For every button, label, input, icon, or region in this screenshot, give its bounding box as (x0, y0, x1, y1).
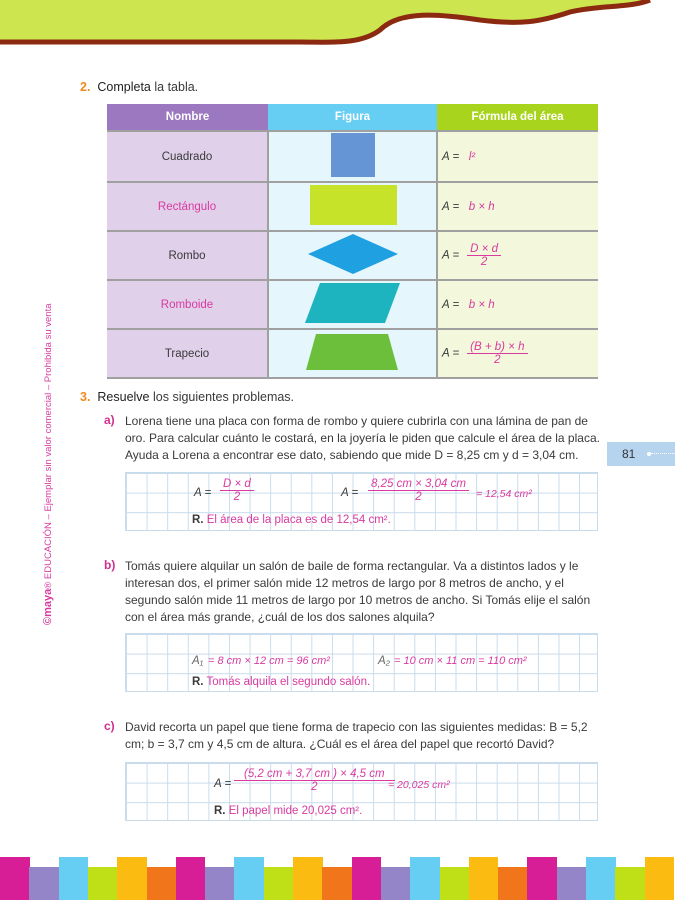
answer-grid-a (125, 472, 598, 531)
exercise-2-heading: 2. Completa la tabla. (80, 80, 199, 94)
numerator: D × d (220, 478, 254, 491)
area-2-expression: = 10 cm × 11 cm = 110 cm² (394, 655, 527, 667)
formula-label: A = (442, 200, 460, 213)
footer-stripe (205, 867, 235, 900)
table-row (107, 182, 598, 231)
shape-name: Rectángulo (107, 182, 268, 231)
denominator: 2 (480, 256, 488, 268)
page-number: 81 (622, 447, 636, 461)
problem-b-text: Tomás quiere alquilar un salón de baile de forma rectangular. Va a distintos lados y le interesan dos, el primer salón mide 12 metros de largo por 8 metros de ancho, y el segundo salón mide 11 metros de largo por 10 metros de ancho. Si Tomás elije el salón con el área más grande, ¿cuál de los dos salones alquila? (125, 559, 591, 624)
footer-stripe (234, 857, 264, 900)
footer-stripe (147, 867, 177, 900)
formula: b × h (468, 200, 495, 213)
area-1-expression: = 8 cm × 12 cm = 96 cm² (208, 655, 330, 667)
footer-stripe (645, 857, 675, 900)
denominator: 2 (415, 491, 422, 503)
footer-stripe (0, 857, 30, 900)
shape-name: Romboide (107, 280, 268, 329)
footer-stripe (176, 857, 206, 900)
denominator: 2 (494, 354, 501, 366)
maya-logo: ©maya (42, 588, 54, 625)
footer-stripe (527, 857, 557, 900)
rhombus-shape (308, 233, 398, 275)
copyright-side-text (42, 304, 54, 626)
table-row (107, 131, 598, 182)
footer-stripe (88, 867, 118, 900)
answer-prefix: R. (192, 676, 204, 688)
answer-text: El área de la placa es de 12,54 cm². (206, 514, 391, 526)
footer-stripe (322, 867, 352, 900)
dotted-line (651, 453, 675, 454)
result: = 20,025 cm² (388, 779, 450, 791)
area-table (107, 104, 598, 379)
footer-stripe (59, 857, 89, 900)
formula-label: A = (214, 778, 232, 790)
footer-stripe (293, 857, 323, 900)
header-figura: Figura (268, 104, 437, 131)
footer-stripe (440, 867, 470, 900)
header-formula: Fórmula del área (437, 104, 598, 131)
footer-stripe (586, 857, 616, 900)
numerator: (B + b) × h (467, 341, 527, 354)
area-1-label: A₁ (192, 655, 204, 667)
footer-stripe (557, 867, 587, 900)
rectangle-shape (308, 184, 398, 226)
problem-c-text: David recorta un papel que tiene forma de trapecio con las siguientes medidas: B = 5,2 cm; b = 3,7 cm y 4,5 cm de altura. ¿Cuál es el área del papel que recortó David? (125, 720, 588, 751)
denominator: 2 (311, 781, 318, 793)
formula: l² (468, 150, 476, 163)
formula-label: A = (442, 298, 460, 311)
table-row (107, 329, 598, 378)
formula: b × h (468, 298, 495, 311)
result: = 12,54 cm² (476, 488, 532, 500)
formula-label: A = (194, 487, 212, 499)
trapezoid-shape (306, 333, 400, 371)
footer-stripe (117, 857, 147, 900)
formula-label: A = (341, 487, 359, 499)
formula-label: A = (442, 150, 460, 163)
header-wave (0, 0, 675, 50)
answer-grid-b (125, 633, 598, 692)
answer-prefix: R. (192, 514, 204, 526)
answer-grid-c (125, 762, 598, 821)
footer-stripe (352, 857, 382, 900)
shape-name: Cuadrado (107, 131, 268, 182)
parallelogram-shape (305, 282, 401, 324)
numerator: 8,25 cm × 3,04 cm (368, 478, 469, 491)
answer-text: El papel mide 20,025 cm². (228, 805, 363, 817)
square-shape (323, 132, 383, 178)
footer-stripe (264, 867, 294, 900)
shape-name: Rombo (107, 231, 268, 280)
numerator: (5,2 cm + 3,7 cm ) × 4,5 cm (234, 768, 395, 781)
footer-stripe (498, 867, 528, 900)
answer-text: Tomás alquila el segundo salón. (206, 676, 371, 688)
shape-name: Trapecio (107, 329, 268, 378)
problem-b-label: b) (104, 558, 116, 572)
answer-prefix: R. (214, 805, 226, 817)
problem-a-text: Lorena tiene una placa con forma de rombo y quiere cubrirla con una lámina de pan de oro. Para calcular cuánto le costará, en la joyería le piden que calcule el área de la placa. Ayuda a Lorena a encontrar ese dato, sabiendo que mide D = 8,25 cm y d = 3,04 cm. (125, 414, 600, 462)
table-row (107, 280, 598, 329)
page-number-tab (607, 442, 675, 466)
footer-stripe (615, 867, 645, 900)
formula-label: A = (442, 249, 460, 262)
area-2-label: A₂ (378, 655, 391, 667)
table-row (107, 231, 598, 280)
footer-stripe (29, 867, 59, 900)
formula-label: A = (442, 347, 460, 360)
footer-stripe (469, 857, 499, 900)
problem-c-label: c) (104, 719, 115, 733)
copyright-text: ® EDUCACIÓN – Ejemplar sin valor comercial – Prohibida su venta (43, 303, 54, 589)
footer-stripe (410, 857, 440, 900)
exercise-3-heading: 3. Resuelve los siguientes problemas. (80, 390, 295, 404)
problem-a-label: a) (104, 413, 115, 427)
numerator: D × d (467, 243, 501, 256)
denominator: 2 (233, 491, 241, 503)
footer-stripe (381, 867, 411, 900)
header-nombre: Nombre (107, 104, 268, 131)
